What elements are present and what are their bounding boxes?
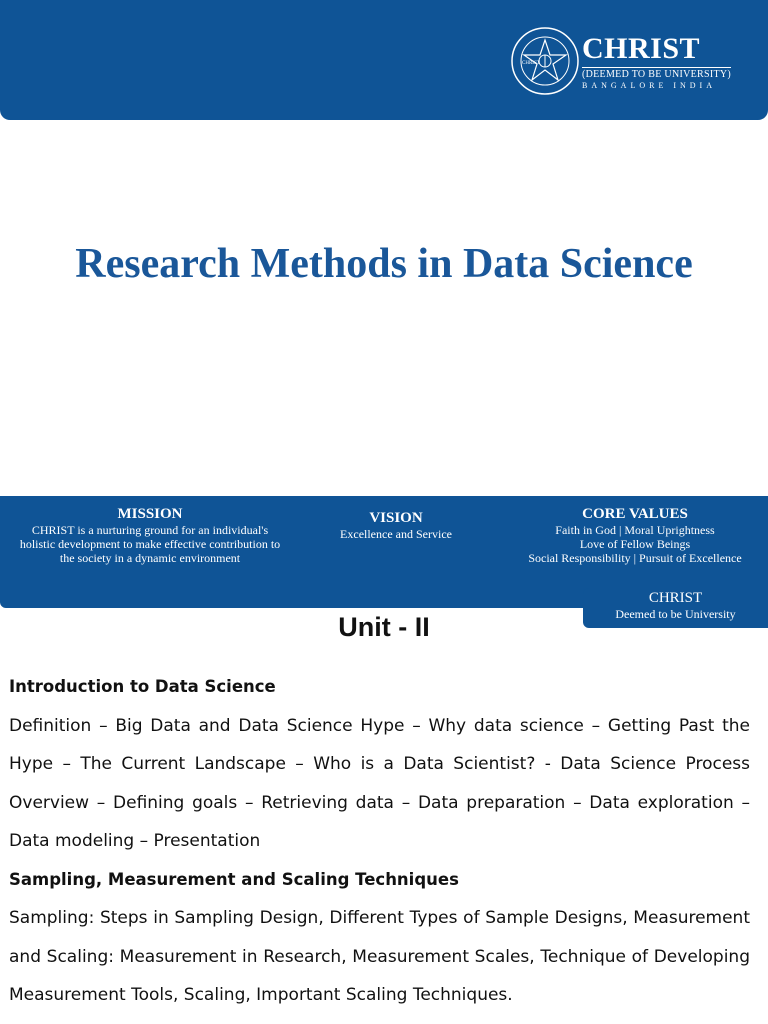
university-seal-icon: [510, 26, 580, 96]
core-values-line: Social Responsibility | Pursuit of Excellence: [528, 551, 742, 565]
header-band: [0, 0, 768, 120]
core-values-line: Faith in God | Moral Uprightness: [555, 523, 715, 537]
core-values-heading: CORE VALUES: [582, 506, 688, 522]
section-body: Sampling: Steps in Sampling Design, Different Types of Sample Designs, Measurement and Scaling: Measurement in Research, Measurement Scales, Technique of Developing Measurement Tools, Scaling, Important Scaling Techniques.: [9, 908, 750, 1005]
vision-heading: VISION: [369, 510, 423, 526]
logo-name: CHRIST: [582, 32, 701, 65]
section-body: Definition – Big Data and Data Science Hype – Why data science – Getting Past the Hype – The Current Landscape – Who is a Data Scientist? - Data Science Process Overview – Defining goals – Retrieving data – Data preparation – Data exploration – Data modeling – Presentation: [9, 715, 750, 851]
logo-city: BANGALORE INDIA: [582, 81, 716, 90]
mission-line: the society in a dynamic environment: [59, 551, 241, 565]
badge-name: CHRIST: [648, 590, 703, 606]
logo-subtitle: (DEEMED TO BE UNIVERSITY): [582, 69, 732, 80]
christ-logo: [510, 26, 732, 96]
vision-text: Excellence and Service: [340, 527, 452, 541]
unit-heading: Unit - II: [338, 612, 430, 642]
svg-text:CHRIST: CHRIST: [522, 61, 540, 66]
mission-line: holistic development to make effective contribution to: [19, 537, 281, 551]
badge-subtitle: Deemed to be University: [615, 607, 736, 621]
vision-block: [316, 510, 476, 541]
mission-heading: MISSION: [117, 506, 183, 522]
section-heading: Introduction to Data Science: [9, 677, 276, 696]
syllabus-content: [9, 668, 750, 1015]
slide-title: Research Methods in Data Science: [75, 241, 693, 287]
core-values-block: [512, 506, 758, 565]
mission-line: CHRIST is a nurturing ground for an individual's: [31, 523, 269, 537]
section-heading: Sampling, Measurement and Scaling Techniques: [9, 869, 459, 889]
core-values-line: Love of Fellow Beings: [579, 537, 691, 551]
mission-block: [0, 506, 300, 565]
